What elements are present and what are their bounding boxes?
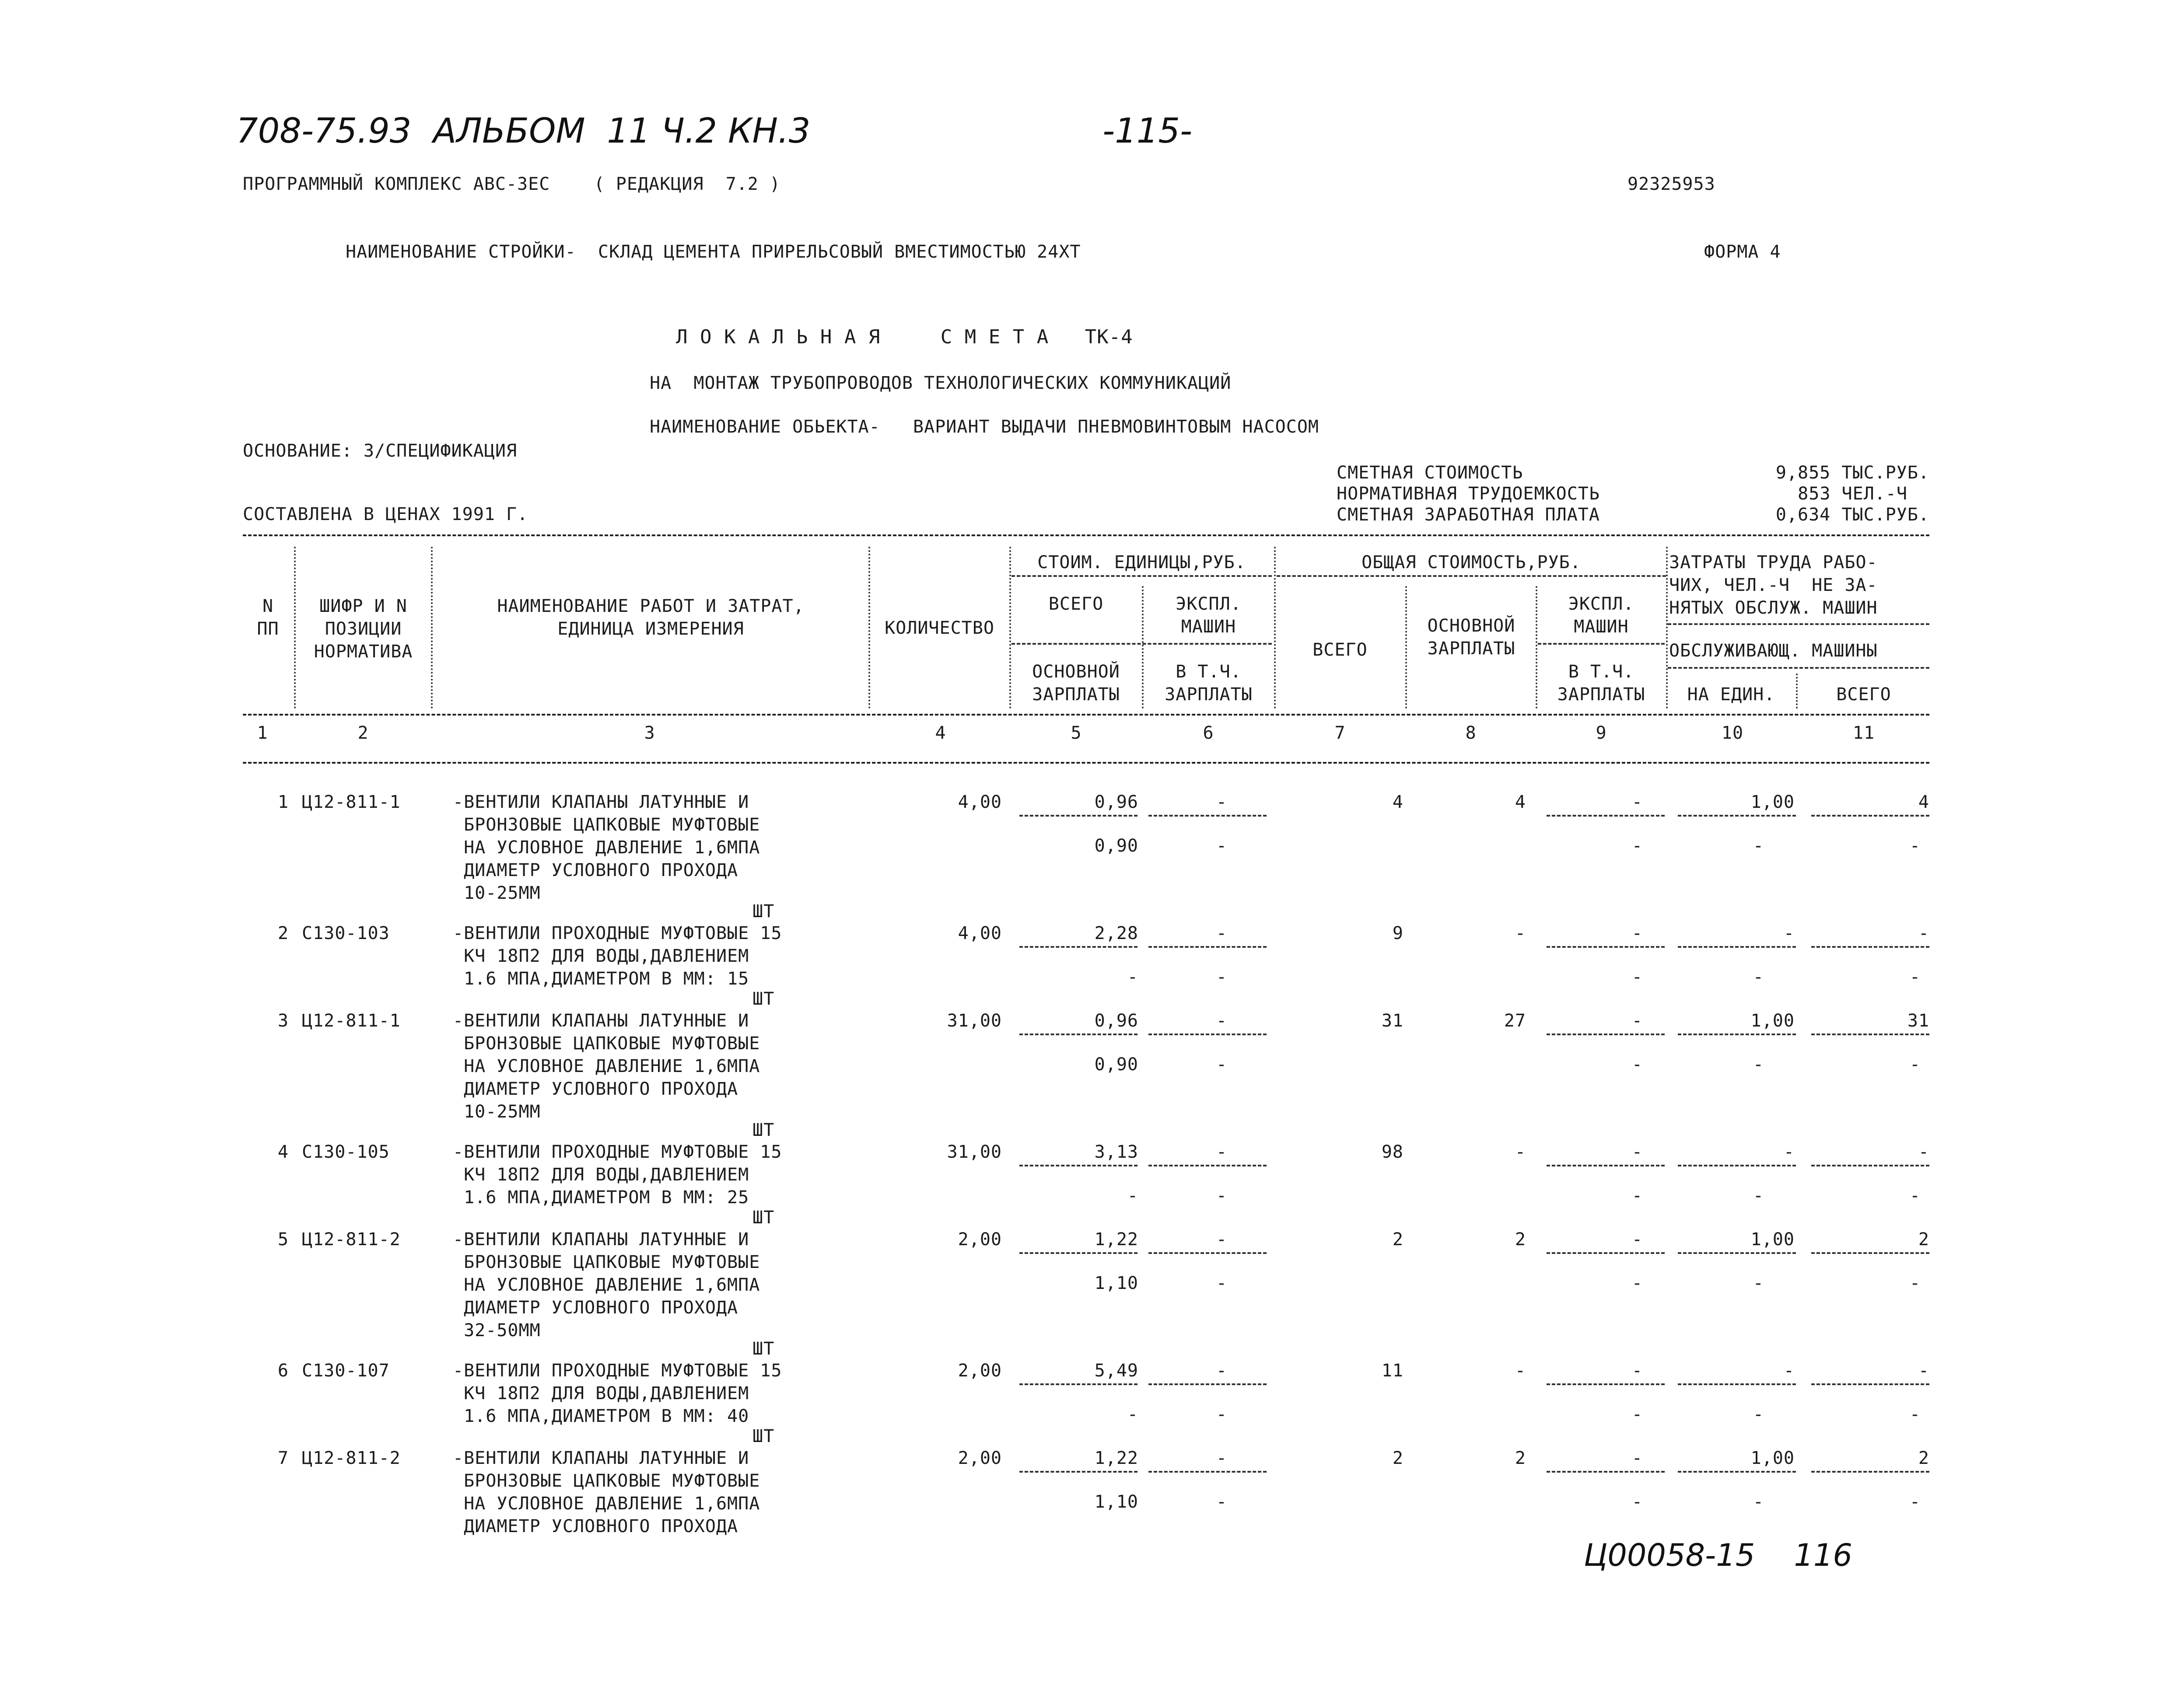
row-quantity: 2,00: [958, 1448, 1002, 1468]
row-labor-per-unit-2: -: [1753, 1055, 1764, 1075]
row-divider: [1678, 1252, 1796, 1254]
header-unit-total: ВСЕГО: [1048, 594, 1104, 614]
row-divider: [1148, 1471, 1267, 1473]
row-total-machines: -: [1631, 1229, 1643, 1250]
row-unit-wages: 0,90: [1094, 1055, 1138, 1075]
form-label: ФОРМА 4: [1704, 242, 1781, 262]
doc-number: 92325953: [1628, 174, 1715, 194]
row-total-machines: -: [1631, 792, 1643, 812]
column-number: 9: [1596, 723, 1607, 743]
row-number: 5: [277, 1229, 289, 1250]
document-title: Л О К А Л Ь Н А Я С М Е Т А ТК-4: [676, 326, 1133, 348]
row-quantity: 31,00: [947, 1142, 1002, 1162]
header-subrule: [1012, 575, 1272, 577]
summary-label-wages: СМЕТНАЯ ЗАРАБОТНАЯ ПЛАТА: [1337, 505, 1600, 525]
row-labor-per-unit-2: -: [1753, 1492, 1764, 1512]
row-unit-total: 1,22: [1094, 1448, 1138, 1468]
row-divider: [1019, 1034, 1138, 1035]
header-subrule: [1668, 623, 1929, 625]
row-number: 1: [277, 792, 289, 812]
col-divider: [868, 547, 870, 709]
col-divider: [1536, 586, 1537, 709]
col-divider: [1274, 547, 1276, 709]
header-total-cost-group: ОБЩАЯ СТОИМОСТЬ,РУБ.: [1362, 552, 1581, 573]
row-unit-machine-wages: -: [1216, 1404, 1227, 1425]
construction-name: НАИМЕНОВАНИЕ СТРОЙКИ- СКЛАД ЦЕМЕНТА ПРИРЕЛЬСОВЫЙ ВМЕСТИМОСТЬЮ 24ХТ: [346, 242, 1081, 262]
row-code: С130-103: [302, 923, 390, 943]
row-code: С130-107: [302, 1361, 390, 1381]
row-unit: ШТ: [752, 901, 775, 922]
header-n: N ПП: [257, 596, 279, 639]
row-divider: [1547, 815, 1665, 817]
row-total-machines: -: [1631, 923, 1643, 943]
row-divider: [1811, 1034, 1929, 1035]
row-quantity: 2,00: [958, 1361, 1002, 1381]
row-unit: ШТ: [752, 1426, 775, 1446]
table-top-rule: [243, 534, 1929, 536]
row-unit-machine-wages: -: [1216, 967, 1227, 987]
row-divider: [1547, 1034, 1665, 1035]
row-labor-total-2: -: [1909, 1273, 1921, 1293]
document-subtitle: НА МОНТАЖ ТРУБОПРОВОДОВ ТЕХНОЛОГИЧЕСКИХ КОММУНИКАЦИЙ: [650, 373, 1232, 393]
row-total-machine-wages: -: [1631, 1492, 1643, 1512]
row-quantity: 2,00: [958, 1229, 1002, 1250]
row-unit-total: 5,49: [1094, 1361, 1138, 1381]
row-divider: [1148, 946, 1267, 948]
row-divider: [1547, 946, 1665, 948]
row-divider: [1811, 1252, 1929, 1254]
col-divider: [1142, 586, 1144, 709]
header-labor-service: ОБСЛУЖИВАЮЩ. МАШИНЫ: [1669, 641, 1878, 661]
header-total-machine-wages: В Т.Ч. ЗАРПЛАТЫ: [1557, 662, 1645, 705]
row-labor-total-2: -: [1909, 1186, 1921, 1206]
row-divider: [1148, 1165, 1267, 1166]
col-divider: [431, 547, 433, 709]
header-unit-cost-group: СТОИМ. ЕДИНИЦЫ,РУБ.: [1037, 552, 1246, 573]
row-divider: [1019, 1252, 1138, 1254]
row-divider: [1019, 815, 1138, 817]
header-subrule: [1277, 575, 1666, 577]
row-total-machine-wages: -: [1631, 1186, 1643, 1206]
row-unit-machines: -: [1216, 792, 1227, 812]
row-unit-machines: -: [1216, 1011, 1227, 1031]
row-unit-machine-wages: -: [1216, 1055, 1227, 1075]
column-number: 3: [644, 723, 655, 743]
row-quantity: 4,00: [958, 923, 1002, 943]
row-divider: [1811, 1471, 1929, 1473]
row-labor-total: 4: [1918, 792, 1929, 812]
row-total: 31: [1381, 1011, 1404, 1031]
row-labor-total-2: -: [1909, 1055, 1921, 1075]
column-number: 7: [1334, 723, 1346, 743]
row-work-name: -ВЕНТИЛИ ПРОХОДНЫЕ МУФТОВЫЕ 15 КЧ 18П2 ДЛЯ ВОДЫ,ДАВЛЕНИЕМ 1.6 МПА,ДИАМЕТРОМ В ММ: 40: [453, 1361, 782, 1426]
header-subrule: [1668, 667, 1929, 669]
row-unit: ШТ: [752, 1339, 775, 1359]
row-total-wages: -: [1515, 1361, 1526, 1381]
row-labor-per-unit: 1,00: [1750, 1229, 1795, 1250]
row-total-wages: 2: [1515, 1229, 1526, 1250]
row-divider: [1678, 1165, 1796, 1166]
summary-label-labor: НОРМАТИВНАЯ ТРУДОЕМКОСТЬ: [1337, 484, 1600, 504]
header-unit-machine-wages: В Т.Ч. ЗАРПЛАТЫ: [1165, 662, 1253, 705]
row-number: 2: [277, 923, 289, 943]
row-divider: [1019, 1165, 1138, 1166]
column-number: 5: [1071, 723, 1082, 743]
row-total-machines: -: [1631, 1448, 1643, 1468]
row-total-machine-wages: -: [1631, 836, 1643, 856]
row-unit-machine-wages: -: [1216, 1186, 1227, 1206]
row-total-machine-wages: -: [1631, 1404, 1643, 1425]
row-divider: [1811, 1383, 1929, 1385]
row-unit-machines: -: [1216, 923, 1227, 943]
header-labor-per-unit: НА ЕДИН.: [1687, 684, 1775, 705]
header-unit-wages: ОСНОВНОЙ ЗАРПЛАТЫ: [1032, 662, 1120, 705]
col-divider: [1796, 674, 1798, 709]
header-quantity: КОЛИЧЕСТВО: [885, 618, 994, 638]
handwritten-page-number: -115-: [1102, 112, 1193, 151]
row-labor-per-unit: 1,00: [1750, 1448, 1795, 1468]
row-work-name: -ВЕНТИЛИ КЛАПАНЫ ЛАТУННЫЕ И БРОНЗОВЫЕ ЦАПКОВЫЕ МУФТОВЫЕ НА УСЛОВНОЕ ДАВЛЕНИЕ 1,6МПА ДИАМЕТР УСЛОВНОГО ПРОХОДА 10-25ММ: [453, 792, 760, 903]
row-divider: [1148, 1383, 1267, 1385]
row-unit-machines: -: [1216, 1448, 1227, 1468]
row-labor-total-2: -: [1909, 967, 1921, 987]
row-unit-wages: -: [1127, 1186, 1138, 1206]
row-total: 4: [1392, 792, 1404, 812]
row-unit-machine-wages: -: [1216, 836, 1227, 856]
row-labor-per-unit-2: -: [1753, 1273, 1764, 1293]
row-code: С130-105: [302, 1142, 390, 1162]
row-labor-total: 2: [1918, 1229, 1929, 1250]
row-total: 2: [1392, 1229, 1404, 1250]
summary-value-cost: 9,855 ТЫС.РУБ.: [1775, 463, 1929, 483]
row-unit-total: 2,28: [1094, 923, 1138, 943]
row-code: Ц12-811-1: [302, 792, 401, 812]
row-unit-machines: -: [1216, 1229, 1227, 1250]
row-total-machines: -: [1631, 1142, 1643, 1162]
prices-line: СОСТАВЛЕНА В ЦЕНАХ 1991 Г.: [243, 504, 528, 524]
row-labor-per-unit-2: -: [1753, 1404, 1764, 1425]
header-bottom-rule: [243, 714, 1929, 716]
row-work-name: -ВЕНТИЛИ ПРОХОДНЫЕ МУФТОВЫЕ 15 КЧ 18П2 ДЛЯ ВОДЫ,ДАВЛЕНИЕМ 1.6 МПА,ДИАМЕТРОМ В ММ: 25: [453, 1142, 782, 1208]
row-unit: ШТ: [752, 989, 775, 1009]
row-divider: [1678, 1383, 1796, 1385]
row-labor-per-unit-2: -: [1753, 1186, 1764, 1206]
header-total-wages: ОСНОВНОЙ ЗАРПЛАТЫ: [1427, 616, 1516, 659]
row-labor-total: 31: [1907, 1011, 1929, 1031]
row-labor-total-2: -: [1909, 836, 1921, 856]
row-unit-total: 1,22: [1094, 1229, 1138, 1250]
row-number: 7: [277, 1448, 289, 1468]
row-labor-per-unit-2: -: [1753, 836, 1764, 856]
row-quantity: 31,00: [947, 1011, 1002, 1031]
header-labor-group: ЗАТРАТЫ ТРУДА РАБО- ЧИХ, ЧЕЛ.-Ч НЕ ЗА- НЯТЫХ ОБСЛУЖ. МАШИН: [1669, 552, 1878, 618]
row-labor-per-unit-2: -: [1753, 967, 1764, 987]
col-divider: [1405, 586, 1407, 709]
row-total-wages: 4: [1515, 792, 1526, 812]
row-unit-total: 0,96: [1094, 792, 1138, 812]
row-labor-total-2: -: [1909, 1404, 1921, 1425]
row-work-name: -ВЕНТИЛИ КЛАПАНЫ ЛАТУННЫЕ И БРОНЗОВЫЕ ЦАПКОВЫЕ МУФТОВЫЕ НА УСЛОВНОЕ ДАВЛЕНИЕ 1,6МПА ДИАМЕТР УСЛОВНОГО ПРОХОДА: [453, 1448, 760, 1536]
column-number: 6: [1203, 723, 1214, 743]
row-labor-total: -: [1918, 1142, 1929, 1162]
row-divider: [1019, 1383, 1138, 1385]
header-subrule: [1012, 643, 1272, 645]
column-numbers-rule: [243, 762, 1929, 764]
handwritten-footer-ref: Ц00058-15 116: [1584, 1537, 1852, 1573]
row-labor-total: -: [1918, 923, 1929, 943]
row-unit-machines: -: [1216, 1142, 1227, 1162]
row-divider: [1547, 1383, 1665, 1385]
row-code: Ц12-811-1: [302, 1011, 401, 1031]
row-total-machine-wages: -: [1631, 1273, 1643, 1293]
column-number: 4: [935, 723, 946, 743]
row-divider: [1547, 1165, 1665, 1166]
row-work-name: -ВЕНТИЛИ ПРОХОДНЫЕ МУФТОВЫЕ 15 КЧ 18П2 ДЛЯ ВОДЫ,ДАВЛЕНИЕМ 1.6 МПА,ДИАМЕТРОМ В ММ: 15: [453, 923, 782, 989]
column-number: 2: [357, 723, 369, 743]
row-divider: [1019, 946, 1138, 948]
row-divider: [1148, 1034, 1267, 1035]
row-divider: [1811, 815, 1929, 817]
column-number: 10: [1721, 723, 1744, 743]
row-number: 4: [277, 1142, 289, 1162]
row-total-machines: -: [1631, 1011, 1643, 1031]
column-number: 11: [1852, 723, 1875, 743]
header-code: ШИФР И N ПОЗИЦИИ НОРМАТИВА: [314, 596, 413, 662]
row-unit: ШТ: [752, 1120, 775, 1140]
row-divider: [1811, 1165, 1929, 1166]
row-total: 98: [1381, 1142, 1404, 1162]
col-divider: [294, 547, 296, 709]
row-unit-total: 0,96: [1094, 1011, 1138, 1031]
row-labor-per-unit: 1,00: [1750, 792, 1795, 812]
header-unit-machines: ЭКСПЛ. МАШИН: [1176, 594, 1242, 637]
row-total: 9: [1392, 923, 1404, 943]
row-divider: [1811, 946, 1929, 948]
row-divider: [1547, 1471, 1665, 1473]
row-code: Ц12-811-2: [302, 1448, 401, 1468]
header-labor-total: ВСЕГО: [1836, 684, 1891, 705]
row-labor-per-unit: -: [1783, 1361, 1795, 1381]
row-unit: ШТ: [752, 1208, 775, 1228]
row-unit-wages: -: [1127, 1404, 1138, 1425]
row-labor-total: 2: [1918, 1448, 1929, 1468]
summary-value-labor: 853 ЧЕЛ.-Ч: [1798, 484, 1908, 504]
row-unit-wages: -: [1127, 967, 1138, 987]
column-number: 8: [1465, 723, 1477, 743]
row-unit-machine-wages: -: [1216, 1273, 1227, 1293]
row-labor-per-unit: -: [1783, 923, 1795, 943]
row-divider: [1678, 946, 1796, 948]
row-labor-per-unit: -: [1783, 1142, 1795, 1162]
row-total-machines: -: [1631, 1361, 1643, 1381]
row-unit-machines: -: [1216, 1361, 1227, 1381]
row-code: Ц12-811-2: [302, 1229, 401, 1250]
row-divider: [1148, 1252, 1267, 1254]
row-total-wages: -: [1515, 923, 1526, 943]
row-unit-wages: 1,10: [1094, 1492, 1138, 1512]
row-number: 6: [277, 1361, 289, 1381]
row-divider: [1148, 815, 1267, 817]
basis-line: ОСНОВАНИЕ: З/СПЕЦИФИКАЦИЯ: [243, 441, 518, 461]
row-total: 11: [1381, 1361, 1404, 1381]
row-unit-wages: 0,90: [1094, 836, 1138, 856]
row-divider: [1547, 1252, 1665, 1254]
row-unit-machine-wages: -: [1216, 1492, 1227, 1512]
row-work-name: -ВЕНТИЛИ КЛАПАНЫ ЛАТУННЫЕ И БРОНЗОВЫЕ ЦАПКОВЫЕ МУФТОВЫЕ НА УСЛОВНОЕ ДАВЛЕНИЕ 1,6МПА ДИАМЕТР УСЛОВНОГО ПРОХОДА 10-25ММ: [453, 1011, 760, 1122]
row-unit-wages: 1,10: [1094, 1273, 1138, 1293]
row-total-wages: 2: [1515, 1448, 1526, 1468]
row-labor-per-unit: 1,00: [1750, 1011, 1795, 1031]
row-total-machine-wages: -: [1631, 1055, 1643, 1075]
header-total: ВСЕГО: [1312, 640, 1368, 660]
row-divider: [1678, 1471, 1796, 1473]
row-total: 2: [1392, 1448, 1404, 1468]
row-divider: [1019, 1471, 1138, 1473]
row-total-wages: 27: [1504, 1011, 1526, 1031]
row-divider: [1678, 815, 1796, 817]
summary-label-cost: СМЕТНАЯ СТОИМОСТЬ: [1337, 463, 1523, 483]
row-number: 3: [277, 1011, 289, 1031]
row-work-name: -ВЕНТИЛИ КЛАПАНЫ ЛАТУННЫЕ И БРОНЗОВЫЕ ЦАПКОВЫЕ МУФТОВЫЕ НА УСЛОВНОЕ ДАВЛЕНИЕ 1,6МПА ДИАМЕТР УСЛОВНОГО ПРОХОДА 32-50ММ: [453, 1229, 760, 1341]
header-total-machines: ЭКСПЛ. МАШИН: [1568, 594, 1634, 637]
program-line: ПРОГРАММНЫЙ КОМПЛЕКС АВС-ЗЕС ( РЕДАКЦИЯ 7.2 ): [243, 174, 781, 194]
row-total-wages: -: [1515, 1142, 1526, 1162]
row-labor-total: -: [1918, 1361, 1929, 1381]
handwritten-album-ref: 708-75.93 АЛЬБОМ 11 Ч.2 КН.3: [236, 112, 811, 151]
object-name: НАИМЕНОВАНИЕ ОБЬЕКТА- ВАРИАНТ ВЫДАЧИ ПНЕВМОВИНТОВЫМ НАСОСОМ: [650, 417, 1320, 437]
summary-value-wages: 0,634 ТЫС.РУБ.: [1775, 505, 1929, 525]
header-work-name: НАИМЕНОВАНИЕ РАБОТ И ЗАТРАТ, ЕДИНИЦА ИЗМЕРЕНИЯ: [497, 596, 805, 639]
row-quantity: 4,00: [958, 792, 1002, 812]
column-number: 1: [257, 723, 268, 743]
row-total-machine-wages: -: [1631, 967, 1643, 987]
row-divider: [1678, 1034, 1796, 1035]
row-unit-total: 3,13: [1094, 1142, 1138, 1162]
row-labor-total-2: -: [1909, 1492, 1921, 1512]
header-subrule: [1538, 643, 1665, 645]
col-divider: [1009, 547, 1011, 709]
